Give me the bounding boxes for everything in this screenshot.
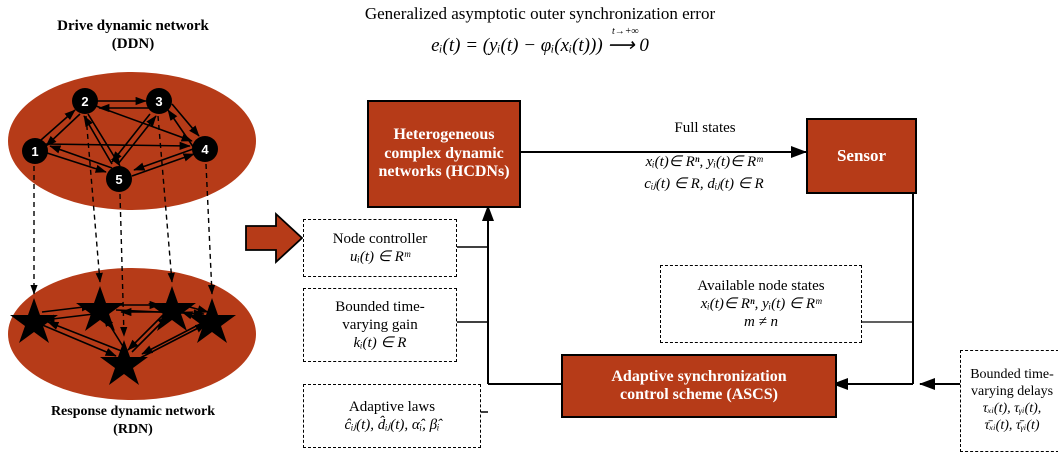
- node-controller-box: [303, 219, 457, 277]
- available-states-line1: xᵢ(t)∈ Rⁿ, yᵢ(t) ∈ Rᵐ: [700, 296, 822, 312]
- error-formula: eᵢ(t) = (yᵢ(t) − φᵢ(xᵢ(t))) ⟶ 0 t→+∞: [431, 26, 649, 56]
- formula-limit: t→+∞: [612, 26, 639, 37]
- hcdn-box[interactable]: [367, 100, 521, 208]
- bounded-gain-box: [303, 288, 457, 362]
- available-states-line2: m ≠ n: [743, 314, 779, 330]
- bounded-gain-line3: kᵢ(t) ∈ R: [353, 335, 407, 351]
- hcdn-line1: Heterogeneous: [393, 126, 495, 144]
- bounded-gain-line1: Bounded time-: [335, 299, 425, 315]
- ddn-label-line1: Drive dynamic network: [57, 18, 209, 34]
- bounded-delays-box: [960, 350, 1058, 452]
- ddn-node-1: 1: [22, 138, 48, 164]
- ascs-line2: control scheme (ASCS): [620, 386, 778, 403]
- bounded-delays-line2: varying delays: [970, 384, 1054, 400]
- ascs-box[interactable]: [561, 354, 837, 418]
- bounded-delays-line3: τₓᵢ(t), τᵧᵢ(t),: [982, 401, 1042, 416]
- bounded-delays-line1: Bounded time-: [970, 367, 1054, 383]
- available-node-states-box: [660, 265, 862, 343]
- full-states-line1: xᵢ(t)∈ Rⁿ, yᵢ(t)∈ Rᵐ: [645, 154, 763, 170]
- full-states-title: Full states: [674, 120, 736, 136]
- rdn-label-line1: Response dynamic network: [50, 404, 216, 419]
- diagram-title: Generalized asymptotic outer synchronization error: [364, 4, 716, 23]
- sensor-box[interactable]: [806, 118, 917, 194]
- sensor-label: Sensor: [836, 146, 887, 166]
- hcdn-line2: complex dynamic: [384, 144, 504, 162]
- available-states-title: Available node states: [697, 278, 825, 294]
- full-states-line2: cᵢⱼ(t) ∈ R, dᵢⱼ(t) ∈ R: [644, 176, 764, 192]
- node-controller-line1: uᵢ(t) ∈ Rᵐ: [349, 249, 410, 265]
- rdn-ellipse: [8, 268, 256, 400]
- ddn-ellipse: [8, 72, 256, 210]
- ddn-node-5: 5: [106, 166, 132, 192]
- ascs-line1: Adaptive synchronization: [611, 367, 787, 385]
- adaptive-laws-title: Adaptive laws: [348, 399, 436, 415]
- adaptive-laws-box: [303, 384, 481, 448]
- ddn-node-2: 2: [72, 88, 98, 114]
- bounded-gain-line2: varying gain: [342, 317, 418, 333]
- full-states-group: [600, 120, 810, 137]
- node-controller-title: Node controller: [332, 231, 428, 247]
- bounded-delays-line4: τ̄ₓᵢ(t), τ̄ᵧᵢ(t): [984, 417, 1040, 433]
- adaptive-laws-line1: ĉᵢⱼ(t), d̂ᵢⱼ(t), α̂ᵢ, β̂ᵢ: [344, 417, 440, 433]
- hcdn-line3: networks (HCDNs): [378, 163, 510, 181]
- ddn-node-4: 4: [192, 136, 218, 162]
- ddn-label-line2: (DDN): [111, 36, 155, 52]
- ddn-node-3: 3: [146, 88, 172, 114]
- rdn-label-line2: (RDN): [113, 422, 153, 437]
- flow-arrow-icon: [246, 214, 302, 262]
